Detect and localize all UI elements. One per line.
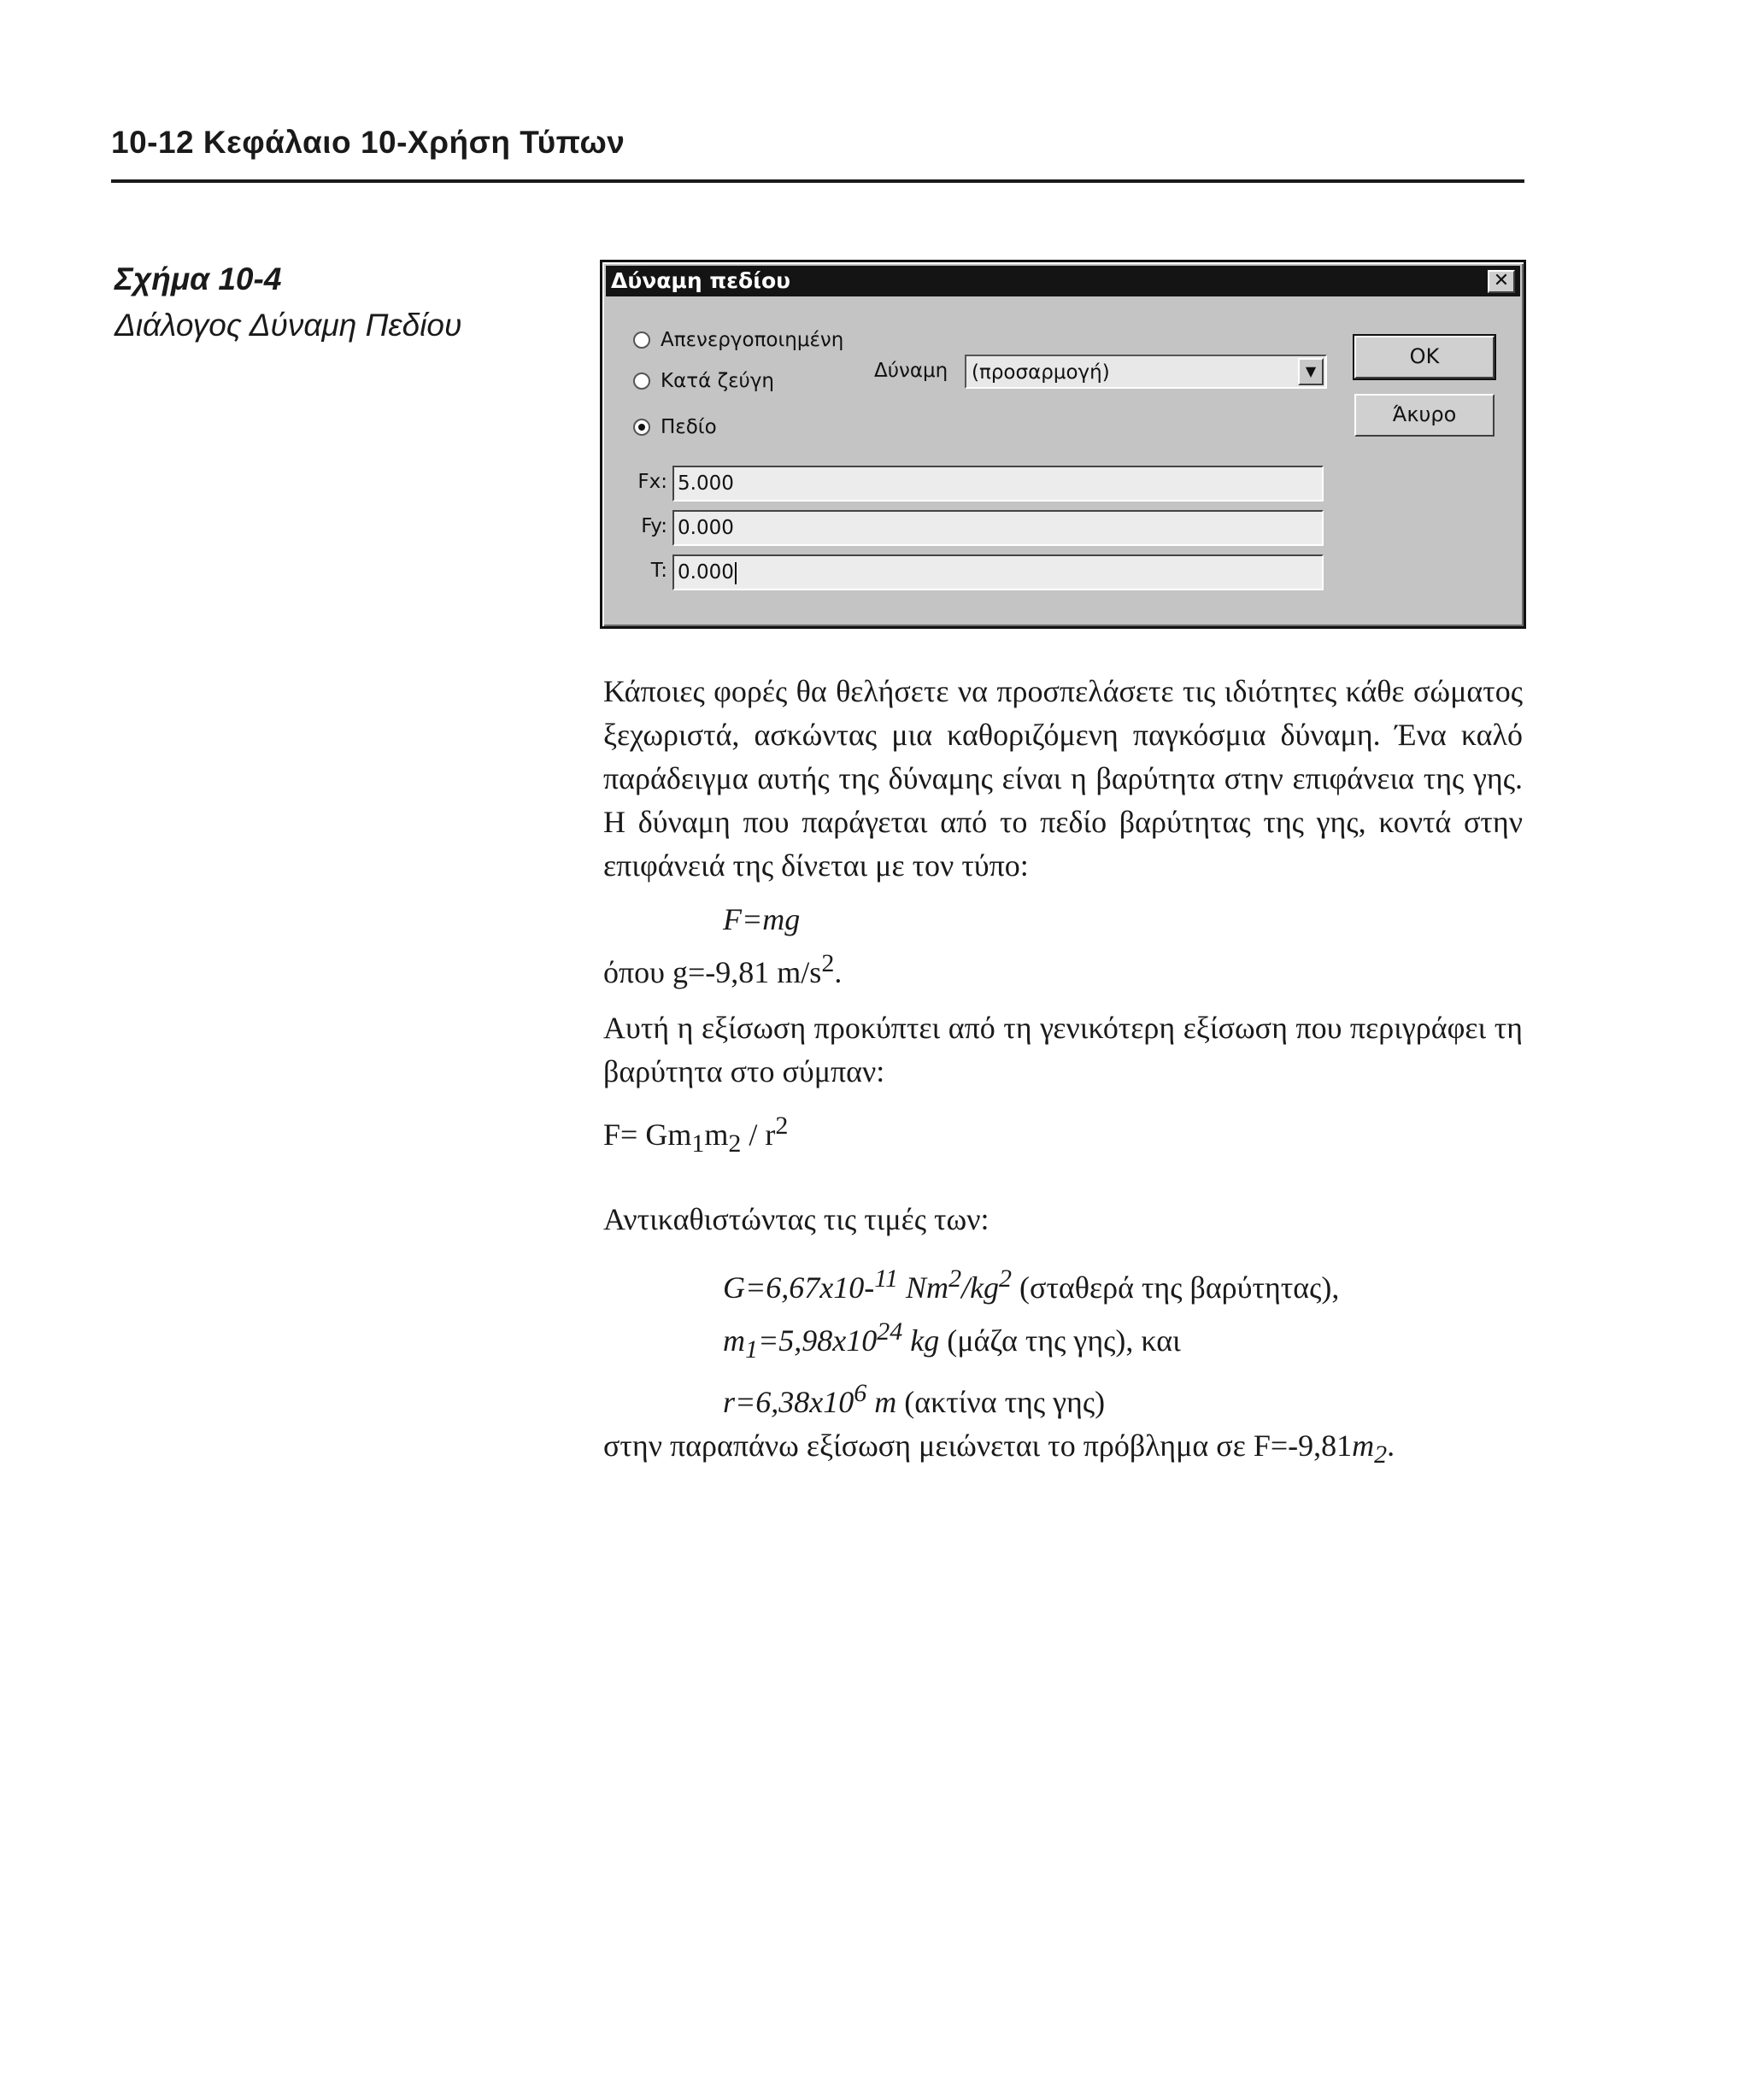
field-force-dialog (600, 260, 1526, 629)
eq-sub: 2 (728, 1129, 742, 1159)
constant-g (603, 1257, 1523, 1310)
eq-part: F= Gm (603, 1117, 692, 1152)
paragraph-intro: Κάποιες φορές θα θελήσετε να προσπελάσετε τις ιδιότητες κάθε σώματος ξεχωριστά, ασκώντας μια καθοριζόμενη παγκόσμια δύναμη. Ένα καλό παράδειγμα αυτής της δύναμης είναι η βαρύτητα στην επιφάνεια της γης. Η δύναμη που παράγεται από το πεδίο βαρύτητας της γης, κοντά στην επιφάνειά της δίνεται με τον τύπο: (603, 674, 1523, 883)
m-part: m (723, 1323, 745, 1358)
t-field[interactable] (672, 554, 1324, 590)
g-part: G=6,67x10- (723, 1270, 875, 1305)
final-m: m (1352, 1428, 1375, 1464)
r-note: (ακτίνα της γης) (896, 1385, 1106, 1420)
fy-label: Fy: (641, 515, 667, 537)
close-button[interactable] (1488, 270, 1515, 293)
where-text: όπου g=-9,81 m/s (603, 955, 822, 989)
radio-icon (633, 331, 650, 349)
text-caret (735, 562, 737, 584)
fy-field[interactable] (672, 510, 1324, 546)
t-value: 0.000 (678, 561, 734, 584)
fx-field[interactable] (672, 466, 1324, 502)
radio-disabled[interactable] (633, 329, 843, 351)
constant-m1 (603, 1310, 1523, 1371)
cancel-button[interactable]: Άκυρο (1354, 394, 1495, 437)
g-sup: 2 (999, 1264, 1013, 1293)
where-suffix: . (834, 955, 843, 989)
r-part: r=6,38x10 (723, 1385, 854, 1420)
eq-part: / r (741, 1117, 776, 1152)
where-sup: 2 (821, 949, 835, 977)
radio-label: Κατά ζεύγη (661, 370, 775, 392)
m-part: =5,98x10 (758, 1323, 878, 1358)
g-note: (σταθερά της βαρύτητας), (1012, 1270, 1340, 1305)
eq-sup: 2 (775, 1112, 789, 1140)
g-part: /kg (961, 1270, 1000, 1305)
fx-label: Fx: (637, 471, 667, 493)
g-sup: 2 (948, 1264, 962, 1293)
dialog-titlebar (606, 266, 1520, 296)
figure-caption (115, 256, 461, 349)
final-sub: 2 (1374, 1440, 1388, 1469)
radio-checked-icon (633, 419, 650, 436)
figure-description: Διάλογος Δύναμη Πεδίου (115, 308, 462, 343)
constant-r (603, 1371, 1523, 1424)
ok-button[interactable]: ΟΚ (1354, 336, 1495, 378)
g-part: Nm (898, 1270, 949, 1305)
where-line (603, 941, 1523, 994)
eq-part: m (704, 1117, 729, 1152)
radio-label: Πεδίο (661, 416, 717, 438)
force-select-value: (προσαρμογή) (972, 361, 1110, 384)
header-rule (111, 179, 1524, 183)
final-text: στην παραπάνω εξίσωση μειώνεται το πρόβλημα σε F=-9,81 (603, 1428, 1353, 1464)
force-select[interactable] (965, 355, 1327, 389)
r-part: m (866, 1385, 897, 1420)
paragraph-substituting: Αντικαθιστώντας τις τιμές των: (603, 1202, 990, 1237)
radio-pairwise[interactable] (633, 370, 774, 392)
m-sub: 1 (745, 1335, 758, 1364)
fx-value: 5.000 (678, 472, 734, 495)
body-text (603, 670, 1523, 1477)
equation-fmg: F=mg (723, 902, 801, 936)
g-sup: 11 (874, 1264, 899, 1293)
close-icon: ✕ (1493, 270, 1510, 291)
running-head: 10-12 Κεφάλαιο 10-Χρήση Τύπων (111, 125, 625, 160)
m-part: kg (902, 1323, 940, 1358)
radio-field[interactable] (633, 416, 717, 438)
r-sup: 6 (854, 1379, 867, 1408)
m-note: (μάζα της γης), και (939, 1323, 1181, 1358)
final-end: . (1387, 1428, 1395, 1464)
radio-label: Απενεργοποιημένη (661, 329, 844, 351)
figure-number: Σχήμα 10-4 (115, 261, 282, 296)
m-sup: 24 (877, 1317, 903, 1346)
chevron-down-icon[interactable]: ▼ (1298, 358, 1324, 385)
eq-sub: 1 (691, 1129, 705, 1159)
fy-value: 0.000 (678, 517, 734, 539)
paragraph-general: Αυτή η εξίσωση προκύπτει από τη γενικότερη εξίσωση που περιγράφει τη βαρύτητα στο σύμπαν: (603, 1011, 1523, 1088)
final-line (603, 1424, 1523, 1476)
t-label: T: (650, 560, 667, 582)
spacer (603, 1165, 1523, 1198)
equation-gravitation (603, 1104, 1523, 1165)
radio-icon (633, 372, 650, 390)
dialog-title: Δύναμη πεδίου (611, 268, 790, 293)
force-label: Δύναμη (874, 360, 948, 382)
